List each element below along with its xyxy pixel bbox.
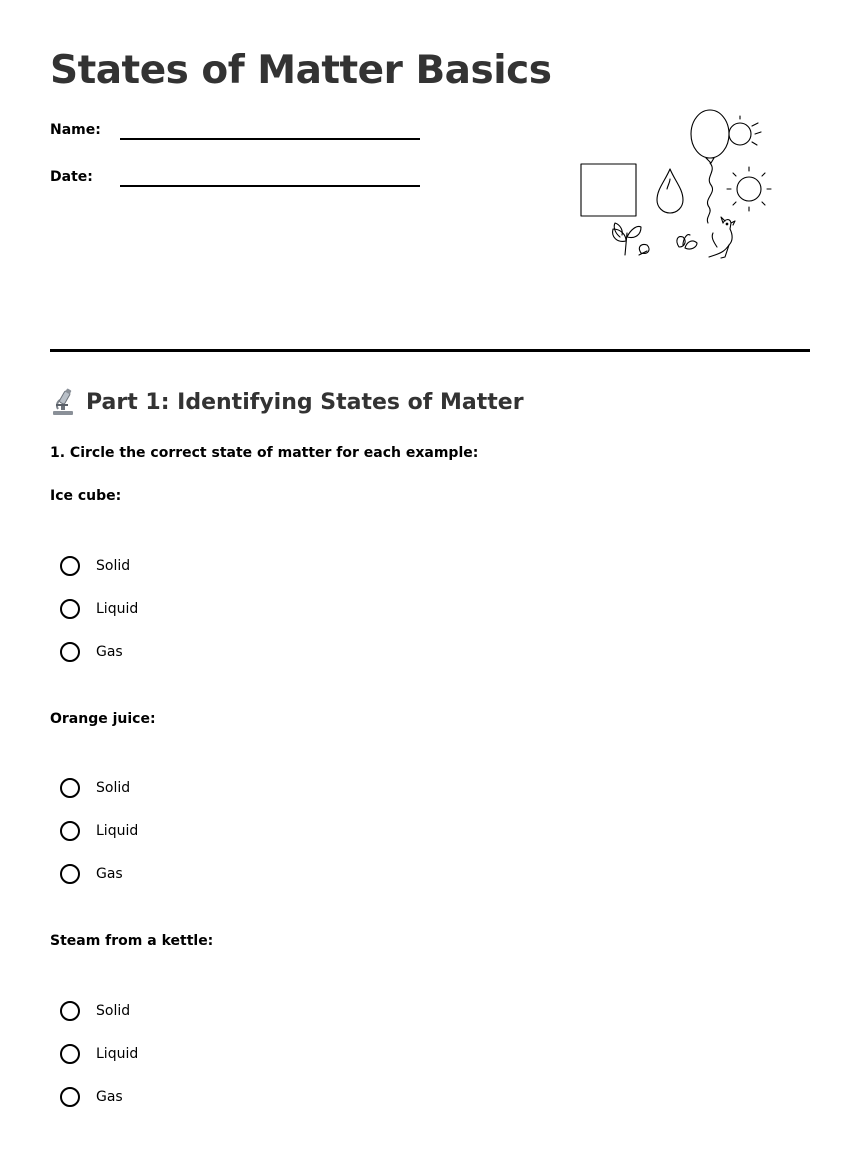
option-label: Gas bbox=[96, 1089, 123, 1105]
part1-heading-text: Part 1: Identifying States of Matter bbox=[86, 389, 524, 415]
item-label-orange-juice: Orange juice: bbox=[50, 711, 156, 727]
radio-circle[interactable] bbox=[60, 821, 80, 841]
option-steam-gas[interactable] bbox=[60, 1085, 123, 1109]
option-ice-cube-liquid[interactable] bbox=[60, 597, 138, 621]
droplet-icon bbox=[657, 169, 683, 213]
option-steam-liquid[interactable] bbox=[60, 1042, 138, 1066]
name-label: Name: bbox=[50, 122, 101, 138]
section-divider bbox=[50, 349, 810, 352]
cube-icon bbox=[581, 164, 636, 216]
animal-icon bbox=[709, 217, 735, 258]
microscope-icon bbox=[50, 388, 76, 416]
radio-circle[interactable] bbox=[60, 1087, 80, 1107]
radio-circle[interactable] bbox=[60, 599, 80, 619]
option-label: Solid bbox=[96, 1003, 131, 1019]
item-label-steam: Steam from a kettle: bbox=[50, 933, 214, 949]
option-ice-cube-solid[interactable] bbox=[60, 554, 130, 578]
leaf-icon bbox=[613, 223, 649, 255]
option-label: Liquid bbox=[96, 601, 139, 617]
radio-circle[interactable] bbox=[60, 556, 80, 576]
option-orange-juice-solid[interactable] bbox=[60, 776, 130, 800]
states-of-matter-illustration bbox=[575, 105, 785, 265]
radio-circle[interactable] bbox=[60, 642, 80, 662]
date-label: Date: bbox=[50, 169, 93, 185]
name-field[interactable] bbox=[120, 138, 420, 140]
page-title: States of Matter Basics bbox=[50, 48, 552, 93]
option-label: Liquid bbox=[96, 1046, 139, 1062]
radio-circle[interactable] bbox=[60, 778, 80, 798]
radio-circle[interactable] bbox=[60, 1044, 80, 1064]
option-label: Gas bbox=[96, 866, 123, 882]
sun-icon bbox=[729, 116, 761, 145]
option-label: Liquid bbox=[96, 823, 139, 839]
question-1: 1. Circle the correct state of matter for each example: bbox=[50, 445, 479, 461]
balloon-icon bbox=[691, 110, 729, 223]
option-steam-solid[interactable] bbox=[60, 999, 130, 1023]
option-orange-juice-liquid[interactable] bbox=[60, 819, 138, 843]
option-ice-cube-gas[interactable] bbox=[60, 640, 123, 664]
option-label: Gas bbox=[96, 644, 123, 660]
date-field-row bbox=[50, 169, 430, 199]
radio-circle[interactable] bbox=[60, 1001, 80, 1021]
date-field[interactable] bbox=[120, 185, 420, 187]
radio-circle[interactable] bbox=[60, 864, 80, 884]
option-orange-juice-gas[interactable] bbox=[60, 862, 123, 886]
item-label-ice-cube: Ice cube: bbox=[50, 488, 122, 504]
part1-heading bbox=[50, 388, 524, 416]
option-label: Solid bbox=[96, 780, 131, 796]
option-label: Solid bbox=[96, 558, 131, 574]
name-field-row bbox=[50, 122, 430, 152]
